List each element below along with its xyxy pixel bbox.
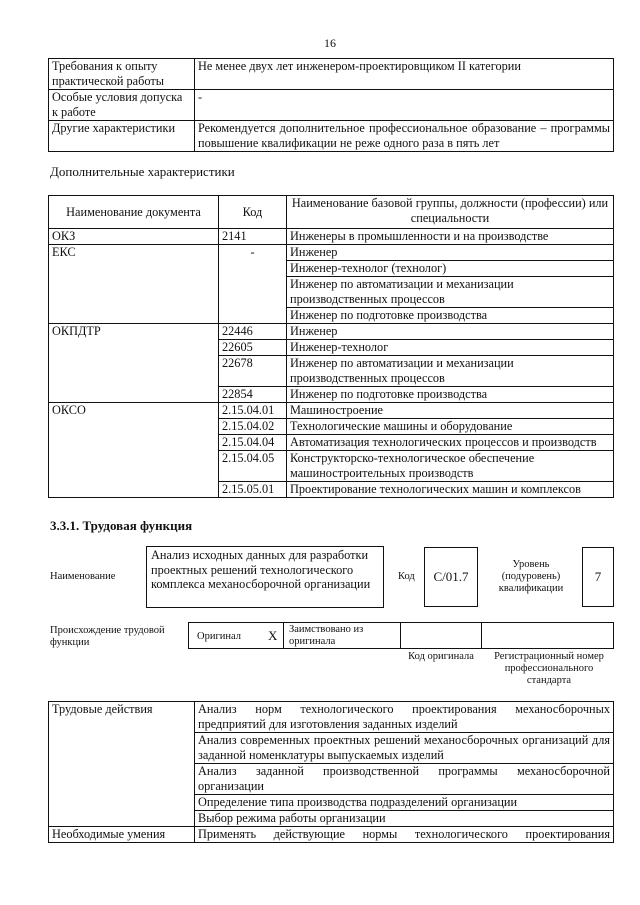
level-box — [582, 547, 614, 607]
name-cell: Инженер — [287, 245, 614, 261]
column-header: Наименование базовой группы, должности (профессии) или специальности — [287, 196, 614, 229]
doc-cell: ОКЗ — [49, 229, 219, 245]
table-row — [49, 90, 614, 121]
row-label: Особые условия допуска к работе — [49, 90, 195, 121]
name-cell: Инженер-технолог — [287, 340, 614, 356]
code-cell: 2.15.04.04 — [219, 435, 287, 451]
name-cell: Инженер-технолог (технолог) — [287, 261, 614, 277]
name-cell: Инженер по подготовке производства — [287, 387, 614, 403]
name-cell: Инженер по автоматизации и механизации производственных процессов — [287, 356, 614, 387]
code-cell: 2.15.04.01 — [219, 403, 287, 419]
code-original-cell — [400, 622, 482, 649]
labor-actions-table — [48, 701, 614, 843]
code-cell: 22605 — [219, 340, 287, 356]
code-cell: 2.15.04.02 — [219, 419, 287, 435]
name-cell: Конструкторско-технологическое обеспечение машиностроительных производств — [287, 451, 614, 482]
name-cell: Технологические машины и оборудование — [287, 419, 614, 435]
column-header: Наименование документа — [49, 196, 219, 229]
function-name-box — [146, 546, 384, 608]
action-item: Выбор режима работы организации — [195, 811, 614, 827]
action-item: Анализ норм технологического проектирования механосборочных предприятий для изготовления заданных изделий — [195, 702, 614, 733]
code-cell: 22854 — [219, 387, 287, 403]
table-row — [49, 121, 614, 152]
skill-item: Применять действующие нормы технологического проектирования — [195, 827, 614, 843]
additional-characteristics-table — [48, 195, 614, 498]
doc-cell: ОКСО — [49, 403, 219, 498]
table-row — [49, 403, 614, 419]
column-header: Код — [219, 196, 287, 229]
table-row — [49, 827, 614, 843]
row-label: Другие характеристики — [49, 121, 195, 152]
doc-cell: ОКПДТР — [49, 324, 219, 403]
function-name-value: Анализ исходных данных для разработки проектных решений технологического комплекса механосборочной организации — [151, 548, 371, 591]
level-value: 7 — [594, 569, 602, 584]
borrowed-label: Заимствовано из оригинала — [289, 624, 364, 647]
table-row — [49, 229, 614, 245]
origin-label: Происхождение трудовой функции — [50, 625, 165, 648]
name-label: Наименование — [50, 571, 116, 582]
name-cell: Инженер — [287, 324, 614, 340]
action-item: Анализ современных проектных решений механосборочных организаций для заданной номенклатуры выпускаемых изделий — [195, 733, 614, 764]
action-item: Определение типа производства подразделений организации — [195, 795, 614, 811]
page-number: 16 — [324, 36, 336, 50]
skills-label: Необходимые умения — [49, 827, 195, 843]
name-cell: Инженеры в промышленности и на производстве — [287, 229, 614, 245]
reg-number-caption: Регистрационный номер профессионального стандарта — [494, 651, 604, 686]
additional-characteristics-title: Дополнительные характеристики — [50, 164, 235, 179]
qualification-level-label: Уровень (подуровень) квалификации — [498, 559, 564, 594]
original-label: Оригинал — [197, 631, 241, 642]
reg-number-cell — [481, 622, 614, 649]
name-cell: Проектирование технологических машин и комплексов — [287, 482, 614, 498]
original-cell — [188, 622, 284, 649]
name-cell: Автоматизация технологических процессов и производств — [287, 435, 614, 451]
name-cell: Инженер по автоматизации и механизации производственных процессов — [287, 277, 614, 308]
code-label: Код — [398, 571, 415, 582]
table-row — [49, 702, 614, 733]
table-row — [49, 245, 614, 261]
requirements-table — [48, 58, 614, 152]
table-row — [49, 324, 614, 340]
doc-cell: ЕКС — [49, 245, 219, 324]
borrowed-cell — [283, 622, 401, 649]
code-original-caption: Код оригинала — [408, 651, 474, 662]
code-cell: 22446 — [219, 324, 287, 340]
name-cell: Инженер по подготовке производства — [287, 308, 614, 324]
table-row — [49, 59, 614, 90]
actions-label: Трудовые действия — [49, 702, 195, 827]
code-cell: 2.15.05.01 — [219, 482, 287, 498]
row-value: - — [195, 90, 614, 121]
original-mark: X — [268, 628, 278, 643]
section-title: 3.3.1. Трудовая функция — [50, 518, 193, 533]
table-header-row — [49, 196, 614, 229]
row-label: Требования к опыту практической работы — [49, 59, 195, 90]
code-cell: - — [219, 245, 287, 324]
code-cell: 2.15.04.05 — [219, 451, 287, 482]
code-cell: 2141 — [219, 229, 287, 245]
code-box — [424, 547, 478, 607]
code-cell: 22678 — [219, 356, 287, 387]
action-item: Анализ заданной производственной программы механосборочной организации — [195, 764, 614, 795]
code-value: С/01.7 — [433, 569, 469, 584]
row-value: Рекомендуется дополнительное профессиональное образование – программы повышение квалификации не реже одного раза в пять лет — [195, 121, 614, 152]
name-cell: Машиностроение — [287, 403, 614, 419]
row-value: Не менее двух лет инженером-проектировщиком II категории — [195, 59, 614, 90]
